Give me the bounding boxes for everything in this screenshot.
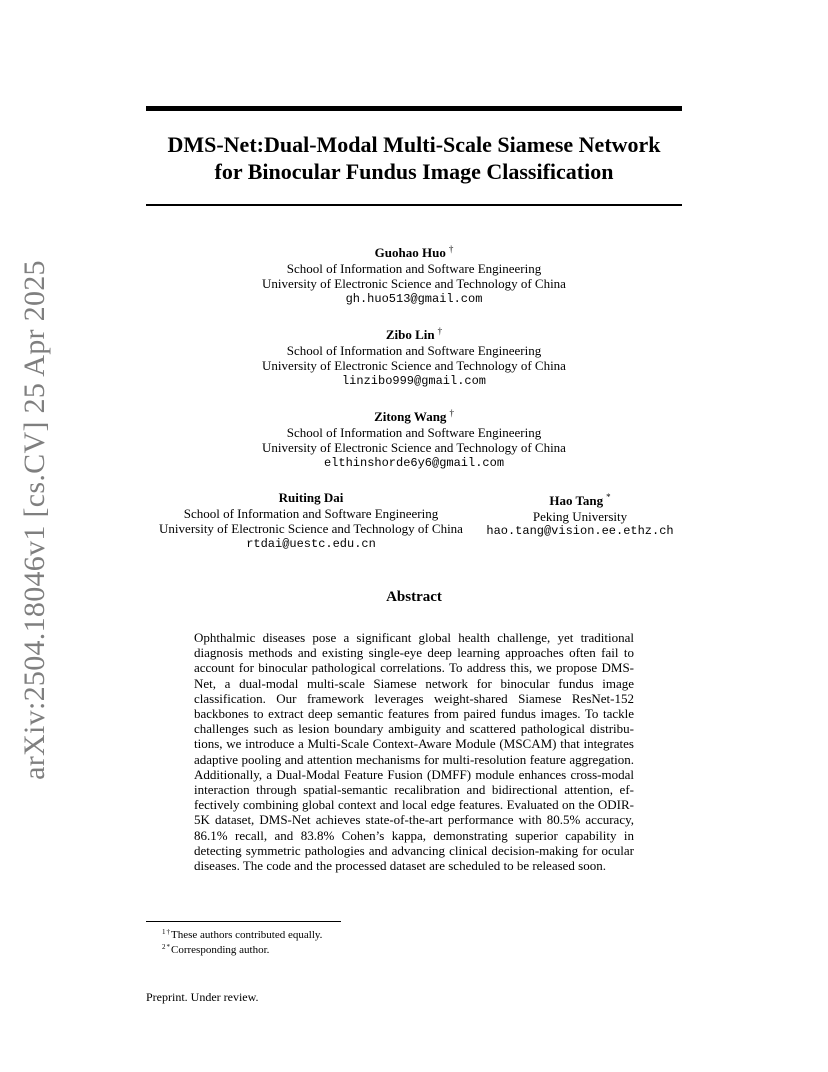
author-name: Zitong Wang bbox=[374, 409, 447, 424]
author-affiliation-line-2: University of Electronic Science and Technology of China bbox=[159, 521, 463, 536]
author-email[interactable]: rtdai@uestc.edu.cn bbox=[246, 536, 376, 551]
author-block-zibo-lin bbox=[146, 324, 682, 389]
title-bottom-rule bbox=[146, 204, 682, 206]
footnote-symbol: * bbox=[166, 943, 170, 951]
author-email[interactable]: linzibo999@gmail.com bbox=[341, 373, 487, 388]
author-affiliation-line-1: School of Information and Software Engineering bbox=[183, 505, 439, 521]
author-block-guohao-huo bbox=[146, 242, 682, 307]
footnote-text: These authors contributed equally. bbox=[171, 929, 323, 941]
footnote-equal-contribution bbox=[162, 926, 322, 942]
preprint-note: Preprint. Under review. bbox=[146, 990, 259, 1004]
footnote-symbol: † bbox=[166, 928, 170, 936]
title-line-2: for Binocular Fundus Image Classification bbox=[214, 159, 614, 184]
corresponding-author-mark: * bbox=[606, 492, 611, 502]
equal-contribution-mark: † bbox=[437, 326, 443, 336]
author-name: Zibo Lin bbox=[385, 327, 435, 342]
title-top-rule bbox=[146, 106, 682, 111]
author-name: Hao Tang bbox=[549, 493, 604, 508]
author-email[interactable]: elthinshorde6y6@gmail.com bbox=[323, 455, 505, 470]
author-affiliation-line-1: School of Information and Software Engineering bbox=[286, 342, 542, 358]
author-affiliation-line-2: University of Electronic Science and Technology of China bbox=[262, 440, 566, 455]
footnote-number: 2 bbox=[162, 943, 166, 951]
arxiv-identifier-stamp: arXiv:2504.18046v1 [cs.CV] 25 Apr 2025 bbox=[18, 260, 51, 780]
author-block-ruiting-dai bbox=[146, 490, 476, 552]
footnote-rule bbox=[146, 921, 341, 922]
author-block-hao-tang bbox=[478, 490, 682, 540]
author-affiliation-line-2: University of Electronic Science and Technology of China bbox=[262, 358, 566, 373]
title-line-1: DMS-Net:Dual-Modal Multi-Scale Siamese Network bbox=[167, 132, 661, 157]
abstract-heading: Abstract bbox=[386, 589, 442, 605]
author-affiliation-line-1: Peking University bbox=[532, 508, 628, 524]
footnote-text: Corresponding author. bbox=[171, 944, 270, 956]
author-block-zitong-wang bbox=[146, 406, 682, 471]
author-affiliation-line-1: School of Information and Software Engineering bbox=[286, 424, 542, 440]
footnote-corresponding-author bbox=[162, 941, 269, 957]
abstract-text: Ophthalmic diseases pose a significant global health challenge, yet traditional diagnosis methods and existing single-eye deep learning approaches often fail to account for binocular pathological correlations. To address this, we propose DMS-Net, a dual-modal multi-scale Siamese network for binocular fundus image classification. Our framework leverages weight-shared Siamese ResNet-152 backbones to extract deep semantic features from paired fundus images. To tackle challenges such as lesion boundary ambiguity and scattered pathological distributions, we introduce a Multi-Scale Context-Aware Module (MSCAM) that integrates adaptive pooling and attention mechanisms for multi-resolution feature aggregation. Additionally, a Dual-Modal Feature Fusion (DMFF) module enhances cross-modal interaction through spatial-semantic recalibration and bidirectional attention, effectively combining global context and local edge features. Evaluated on the ODIR-5K dataset, DMS-Net achieves state-of-the-art performance with 80.5% accuracy, 86.1% recall, and 83.8% Cohen’s kappa, demonstrating superior capability in detecting symmetric pathologies and advancing clinical decision-making for ocular diseases. The code and the processed dataset are scheduled to be released soon. bbox=[194, 630, 634, 874]
author-name: Guohao Huo bbox=[374, 245, 446, 260]
author-name: Ruiting Dai bbox=[278, 490, 344, 505]
author-email[interactable]: gh.huo513@gmail.com bbox=[345, 291, 483, 306]
paper-title bbox=[146, 131, 682, 185]
equal-contribution-mark: † bbox=[449, 408, 454, 418]
author-affiliation-line-2: University of Electronic Science and Technology of China bbox=[262, 276, 566, 291]
equal-contribution-mark: † bbox=[448, 244, 454, 254]
author-email[interactable]: hao.tang@vision.ee.ethz.ch bbox=[486, 524, 674, 538]
footnote-number: 1 bbox=[162, 928, 166, 936]
author-affiliation-line-1: School of Information and Software Engineering bbox=[286, 260, 542, 276]
